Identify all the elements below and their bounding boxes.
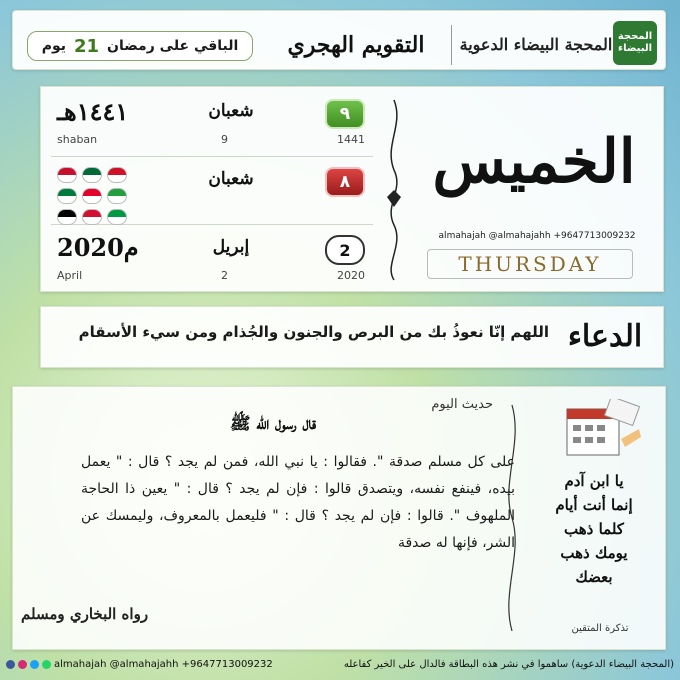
saying-line: يومك ذهب — [560, 544, 628, 562]
countdown-suffix: يوم — [41, 38, 66, 54]
narration-source: رواه البخاري ومسلم — [21, 605, 149, 623]
wisdom-sidebar — [523, 387, 665, 651]
hijri-month-latin: shaban — [57, 133, 98, 146]
country-flag-icon — [57, 167, 77, 183]
ramadan-countdown — [27, 31, 253, 61]
saying-line: بعضك — [575, 568, 613, 586]
country-flag-icon — [107, 188, 127, 204]
day-social-handles: almahajah @almahajahh +9647713009232 — [438, 231, 636, 241]
organization-logo: المحجة البيضاء — [613, 21, 657, 65]
gregorian-day-badge: 2 — [325, 235, 365, 265]
saying-line: يا ابن آدم — [564, 472, 624, 490]
date-panel — [40, 86, 664, 292]
facebook-icon — [6, 660, 15, 669]
reminder-caption: تذكرة المتقين — [571, 623, 629, 634]
hijri-calendar-title: التقويم الهجري — [287, 32, 425, 58]
footer-social — [6, 659, 273, 670]
gregorian-year-number: 2020 — [337, 269, 365, 282]
countdown-days: 21 — [73, 35, 100, 57]
other-day-badge: ٨ — [325, 167, 365, 197]
footer-social-text: almahajah @almahajahh +9647713009232 — [54, 658, 273, 670]
countdown-prefix: الباقي على رمضان — [107, 38, 239, 54]
organization-title: المحجة البيضاء الدعوية — [451, 25, 621, 65]
gregorian-year: 2020م — [57, 233, 139, 262]
hijri-year-number: 1441 — [337, 133, 365, 146]
calendar-icon — [547, 399, 643, 461]
gregorian-month-latin: April — [57, 269, 83, 282]
country-flag-icon — [82, 209, 102, 225]
instagram-icon — [18, 660, 27, 669]
dua-text: اللهم إنّا نعوذُ بك من البرص والجنون والجُذام ومن سيء الأسقام — [78, 323, 549, 341]
wisdom-saying — [539, 469, 649, 589]
gregorian-day-number: 2 — [221, 269, 228, 282]
dua-panel — [40, 306, 664, 368]
hijri-month: شعبان — [208, 101, 254, 121]
country-flag-icon — [107, 167, 127, 183]
hijri-date-row — [51, 95, 373, 157]
other-countries-date-row — [51, 163, 373, 225]
ornament-divider-icon — [379, 95, 409, 285]
country-flag-icon — [82, 188, 102, 204]
vine-ornament-icon — [499, 403, 525, 633]
hadith-of-the-day-label: حديث اليوم — [431, 397, 493, 412]
country-flag-icon — [107, 209, 127, 225]
country-flag-icon — [82, 167, 102, 183]
day-name-arabic: الخميس — [432, 127, 636, 197]
other-month: شعبان — [208, 169, 254, 189]
hijri-day-number: 9 — [221, 133, 228, 146]
hadith-body: على كل مسلم صدقة ". فقالوا : يا نبي الله، فمن لم يجد ؟ قال : " يعمل بيده، فينفع نفسه، ويتصدق قالوا : فإن لم يجد ؟ قال : " يعين ذا الحاجة الملهوف ". قالوا : فإن لم يجد ؟ قال : " فليعمل بالمعروف، وليمسك عن الشر، فإنها له صدقة — [81, 454, 515, 551]
hadith-panel — [12, 386, 666, 650]
prophet-said-heading: قال رسول الله ﷺ — [229, 414, 317, 434]
dua-label: الدعاء — [567, 319, 643, 354]
hijri-year: ١٤٤١هـ — [57, 97, 129, 126]
whatsapp-icon — [42, 660, 51, 669]
gregorian-date-row — [51, 231, 373, 293]
telegram-icon — [30, 660, 39, 669]
hijri-day-badge: ٩ — [325, 99, 365, 129]
header-bar — [12, 10, 666, 70]
country-flag-icon — [57, 209, 77, 225]
saying-line: كلما ذهب — [564, 520, 624, 538]
country-flags — [57, 167, 127, 225]
gregorian-month: إبريل — [212, 237, 250, 257]
country-flag-icon — [57, 188, 77, 204]
day-name-english: THURSDAY — [427, 249, 633, 279]
saying-line: إنما أنت أيام — [555, 496, 633, 514]
footer-disclaimer: (المحجة البيضاء الدعوية) ساهموا في نشر هذه البطاقة فالدال على الخير كفاعله — [343, 658, 674, 670]
footer-bar — [6, 654, 674, 674]
